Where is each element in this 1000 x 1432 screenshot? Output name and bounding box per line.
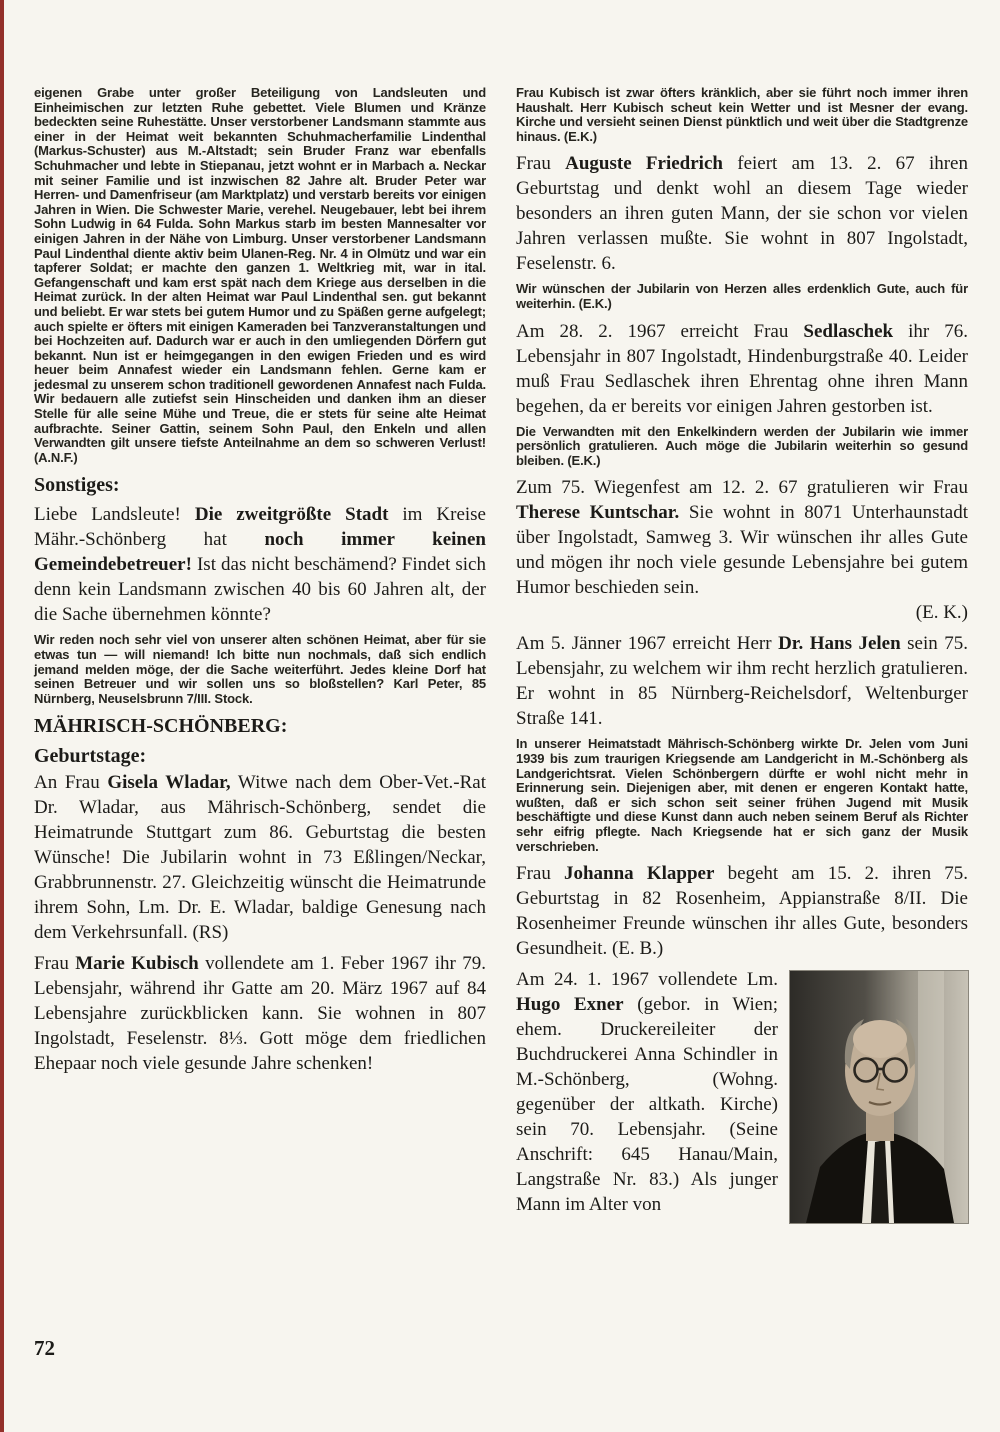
kubisch-name: Marie Kubisch — [75, 953, 199, 975]
klapper-birthday-paragraph — [516, 861, 968, 961]
kuntschar-text-2: Sie wohnt in 8071 Unterhaunstadt über Ingolstadt, Samweg 3. Wir wünschen ihr alles Gute und mögen ihr noch viele gesunde Lebensjahre bei gutem Humor beschieden sein. — [516, 502, 968, 599]
jelen-text: Am 5. Jänner 1967 erreicht Herr — [516, 633, 779, 655]
wladar-text-2: Witwe nach dem Ober-Vet.-Rat Dr. Wladar, aus Mährisch-Schönberg, sendet die Heimatrunde Stuttgart zum 86. Geburtstag die besten Wünsche! Die Jubilarin wohnt in 73 Eßlingen/Neckar, Grabbrunnenstr. 27. Gleichzeitig wünscht die Heimatrunde ihrem Sohn, Lm. Dr. E. Wladar, baldige Genesung nach dem Verkehrsunfall. (RS) — [34, 772, 486, 944]
klapper-text: Frau — [516, 863, 564, 885]
kuntschar-text: Zum 75. Wiegenfest am 12. 2. 67 gratulieren wir Frau — [516, 477, 968, 499]
kuntschar-name: Therese Kuntschar. — [516, 502, 680, 524]
geburtstage-heading: Geburtstage: — [34, 745, 147, 768]
klapper-text-2: begeht am 15. 2. ihren 75. Geburtstag in 82 Rosenheim, Appianstraße 8/II. Die Rosenheimer Freunde wünschen ihr alles Gute, besonders Gesundheit. (E. B.) — [516, 863, 968, 960]
hugo-exner-photo — [790, 971, 968, 1223]
community-appeal-paragraph — [34, 502, 486, 627]
appeal-bold-2: noch immer keinen Gemeindebetreuer! — [34, 529, 486, 576]
portrait-man-glasses-image — [790, 971, 968, 1223]
kuntschar-signature: (E. K.) — [915, 602, 968, 624]
jelen-small-paragraph: In unserer Heimatstadt Mährisch-Schönberg wirkte Dr. Jelen vom Juni 1939 bis zum traurigen Kriegsende am Landgericht in M.-Schönberg als Landgerichtsrat. Vielen Schönbergern dürfte er wohl nicht mehr in Erinnerung sein. Diejenigen aber, mit denen er engeren Kontakt hatte, wußten, daß er sich schon seit seiner frühen Jugend mit Musik beschäftigte und diese Kunst dann auch neben seinem Beruf als Richter sehr eifrig pflegte. Nach Kriegsende hat er sich ganz der Musik verschrieben. — [516, 736, 968, 854]
wladar-text: An Frau — [34, 772, 108, 794]
wladar-name: Gisela Wladar, — [107, 772, 231, 794]
appeal-text: Liebe Landsleute! — [34, 504, 195, 526]
klapper-name: Johanna Klapper — [563, 863, 715, 885]
kuntschar-birthday-paragraph — [516, 475, 968, 625]
exner-text: Am 24. 1. 1967 vollendete Lm. — [516, 969, 778, 991]
exner-name: Hugo Exner — [516, 994, 624, 1016]
jelen-text-2: sein 75. Lebensjahr, zu welchem wir ihm recht herzlich gratulieren. Er wohnt in 85 Nürnberg-Reichelsdorf, Weltenburger Straße 141. — [516, 633, 968, 730]
sedlaschek-text: Am 28. 2. 1967 erreicht Frau — [516, 320, 804, 342]
maehrisch-schoenberg-heading: MÄHRISCH-SCHÖNBERG: — [34, 715, 288, 738]
jelen-name: Dr. Hans Jelen — [778, 633, 901, 655]
friedrich-text: Frau — [516, 153, 566, 175]
appeal-text-3: Ist das nicht beschämend? Findet sich denn kein Landsmann zwischen 40 bis 60 Jahren alt, der die Sache übernehmen könnte? — [34, 554, 486, 626]
friedrich-text-2: feiert am 13. 2. 67 ihren Geburtstag und denkt wohl an diesem Tage wieder besonders an ihren guten Mann, der sie schon vor vielen Jahren verlassen mußte. Sie wohnt in 807 Ingolstadt, Feselenstr. 6. — [516, 153, 968, 275]
kubisch-text: Frau — [34, 953, 76, 975]
kubisch-text-2: vollendete am 1. Feber 1967 ihr 79. Lebensjahr, während ihr Gatte am 20. März 1967 auf 84 Lebensjahre zurückblicken kann. Sie wohnen in 807 Ingolstadt, Feselenstr. 8⅓. Gott möge dem friedlichen Ehepaar noch viele gesunde Jahre schenken! — [34, 953, 487, 1075]
appeal-small-paragraph: Wir reden noch sehr viel von unserer alten schönen Heimat, aber für sie etwas tun — will niemand! Ich bitte nun nochmals, daß sich endlich jemand melden möge, der die Sache weiterführt. Jedes kleine Dorf hat seinen Betreuer und wir sollen uns so bloßstellen? Karl Peter, 85 Nürnberg, Neuselsbrunn 7/III. Stock. — [34, 632, 486, 706]
friedrich-birthday-paragraph — [516, 151, 968, 276]
friedrich-name: Auguste Friedrich — [565, 153, 723, 175]
sonstiges-heading: Sonstiges: — [34, 474, 120, 497]
exner-text-2: (gebor. in Wien; ehem. Druckereileiter der Buchdruckerei Anna Schindler in M.-Schönberg, (Wohng. gegenüber der altkath. Kirche) sein 70. Lebensjahr. (Seine Anschrift: 645 Hanau/Main, Langstraße Nr. 83.) Als junger Mann im Alter von — [516, 994, 779, 1216]
exner-birthday-paragraph — [516, 967, 968, 1217]
friedrich-small-paragraph: Wir wünschen der Jubilarin von Herzen alles erdenklich Gute, auch für weiterhin. (E.K.) — [516, 281, 968, 311]
obituary-lindenthal-paragraph: eigenen Grabe unter großer Beteiligung von Landsleuten und Einheimischen zur letzten Ruhe gebettet. Viele Blumen und Kränze bedeckten seine Ruhestätte. Unser verstorbener Landsmann stammte aus einer in der Heimat weit bekannten Schuhmacherfamilie Lindenthal (Markus-Schuster) aus M.-Altstadt; sein Bruder Franz war ebenfalls Schuhmacher und lebte in Stiepanau, jetzt wohnt er in Marbach a. Neckar mit seiner Familie und ist inzwischen 82 Jahre alt. Bruder Peter war Herren- und Damenfriseur (am Marktplatz) und verstarb bereits vor einigen Jahren in Wien. Die Schwester Marie, verehel. Neugebauer, lebt bei ihrem Sohn Ludwig in 64 Fulda. Sohn Markus starb im besten Mannesalter vor einigen Jahren in der Nähe von Limburg. Unser verstorbener Landsmann Paul Lindenthal diente aktiv beim Ulanen-Reg. Nr. 4 in Olmütz und war ein tapferer Soldat; er machte den ganzen 1. Weltkrieg mit, war in ital. Gefangenschaft und kam erst spät nach dem Kriege aus derselben in die Heimat zurück. In der alten Heimat war Paul Lindenthal sen. gut bekannt und beliebt. Er war stets bei gutem Humor und zu Späßen gerne aufgelegt; auch spielte er öfters mit einigen Kameraden bei Tanzveranstaltungen und bei Hochzeiten auf. Dadurch war er auch in den umliegenden Dörfern gut bekannt. Nun ist er heimgegangen in den ewigen Frieden und es wird heuer beim Annafest wieder ein Landsmann fehlen. Gerne kam er jedesmal zu unserem schon traditionell gewordenen Annafest nach Fulda. Wir bedauern alle zutiefst sein Hinscheiden und danken ihm an dieser Stelle für alle seine Mühe und Treue, die er stets für seine alte Heimat aufbrachte. Seiner Gattin, seinem Sohn Paul, den Enkeln und allen Verwandten gilt unsere tiefste Anteilnahme an dem so schweren Verlust! (A.N.F.) — [34, 85, 486, 465]
right-column — [516, 86, 968, 1227]
kubisch-birthday-paragraph — [34, 951, 486, 1076]
appeal-bold-1: Die zweitgrößte Stadt — [194, 504, 389, 526]
left-column — [34, 86, 486, 1227]
wladar-birthday-paragraph — [34, 770, 486, 945]
sedlaschek-name: Sedlaschek — [803, 320, 894, 342]
appeal-text-2: im Kreise Mähr.-Schönberg hat — [34, 504, 486, 551]
jelen-birthday-paragraph — [516, 631, 968, 731]
sedlaschek-birthday-paragraph — [516, 319, 968, 419]
kubisch-small-paragraph: Frau Kubisch ist zwar öfters kränklich, aber sie führt noch immer ihren Haushalt. Herr Kubisch scheut kein Wetter und ist Mesner der evang. Kirche und versieht seinen Dienst pünktlich und weit über die Stadtgrenze hinaus. (E.K.) — [516, 85, 968, 144]
text-columns — [34, 86, 968, 1227]
sedlaschek-small-paragraph: Die Verwandten mit den Enkelkindern werden der Jubilarin wie immer persönlich gratulieren. Auch möge die Jubilarin weiterhin so gesund bleiben. (E.K.) — [516, 423, 968, 468]
scan-edge-line — [0, 0, 4, 1432]
page-number: 72 — [34, 1336, 55, 1360]
sedlaschek-text-2: ihr 76. Lebensjahr in 807 Ingolstadt, Hindenburgstraße 40. Leider muß Frau Sedlaschek ihren Ehrentag ohne ihren Mann begehen, da er bereits vor einigen Jahren gestorben ist. — [516, 320, 968, 417]
